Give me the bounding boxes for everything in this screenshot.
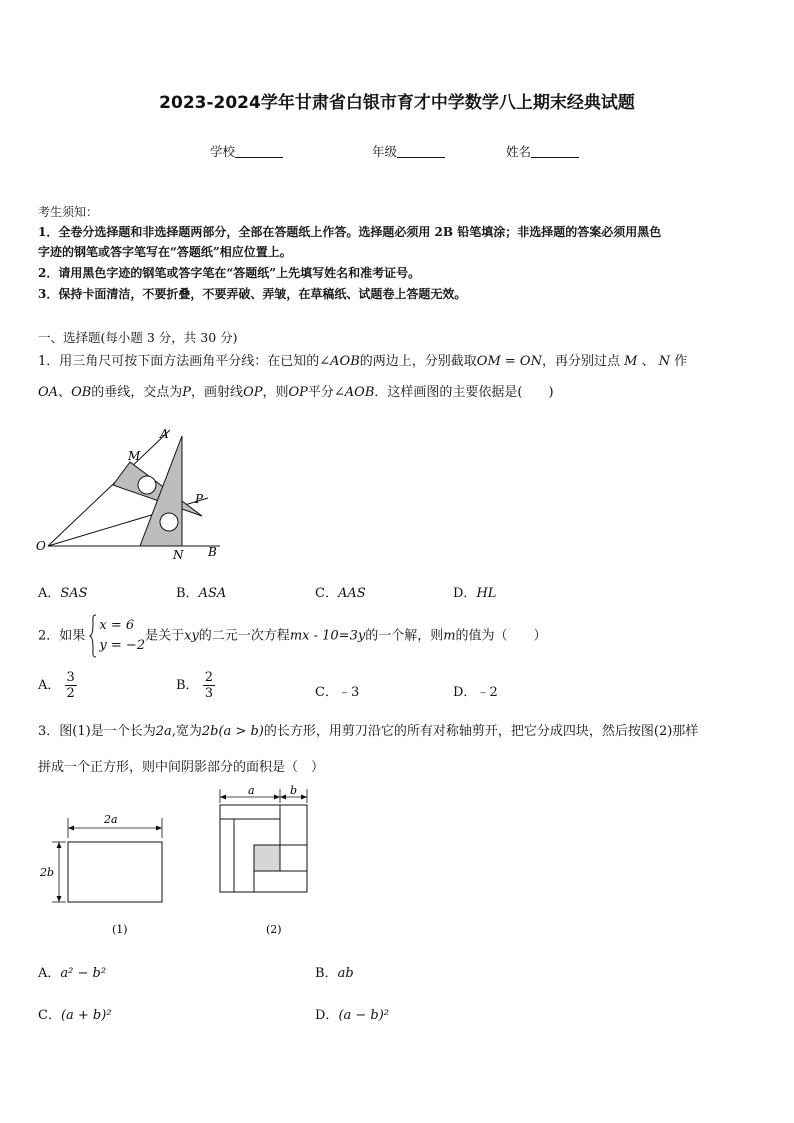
q3-option-b[interactable] [315, 962, 354, 981]
fraction-denominator: 3 [204, 686, 213, 701]
q1-text: 平分 [307, 385, 334, 400]
q1-text: ．这样画图的主要依据是( ) [374, 385, 554, 400]
arrow-icon [156, 826, 162, 831]
label-m: M [128, 449, 141, 463]
q2-text: 的二元一次方程 [198, 628, 290, 644]
q2-option-a[interactable] [38, 670, 77, 701]
caption-1: (1) [112, 923, 128, 936]
q1-point-m: M [624, 354, 638, 369]
label-2a: 2a [104, 813, 118, 826]
fraction [65, 670, 77, 701]
caption-2: (2) [266, 923, 282, 936]
option-value: ASA [198, 586, 227, 601]
notice-heading: 考生须知： [38, 205, 99, 219]
q3-condition: (a > b) [218, 724, 264, 739]
label-b: B [208, 545, 217, 559]
option-value: (a − b)² [338, 1008, 390, 1023]
q1-ray-op: OP [243, 385, 263, 400]
q1-text: ，画射线 [191, 385, 244, 400]
fraction-denominator: 2 [66, 686, 75, 701]
option-value: HL [476, 586, 497, 601]
label-n: N [173, 548, 184, 562]
arrow-icon [280, 795, 286, 800]
q1-text: 作 [674, 354, 688, 369]
label-a: A [160, 427, 169, 441]
q1-line2 [38, 378, 762, 408]
q1-text: ，则 [262, 385, 289, 400]
q1-point-p: P [182, 385, 192, 400]
ruler-hole-lower [160, 513, 178, 531]
q2-text: 的一个解，则 [365, 628, 444, 644]
q1-option-a[interactable] [38, 582, 88, 601]
arrow-icon [220, 795, 226, 800]
notice-item-3: 3．保持卡面清洁，不要折叠，不要弄破、弄皱，在草稿纸、试题卷上答题无效。 [38, 287, 467, 301]
q2-eq-x: x = 6 [99, 618, 135, 633]
q3-text: 3．图 [38, 724, 73, 739]
school-field[interactable] [210, 142, 283, 160]
q2-system [97, 616, 145, 656]
name-field[interactable] [506, 142, 579, 160]
ruler-hole-upper [138, 476, 156, 494]
fraction-numerator: 2 [204, 670, 213, 685]
q1-angle: ∠AOB [319, 354, 360, 369]
q1-equation: OM = ON [476, 354, 542, 369]
section-heading: 一、选择题(每小题 3 分，共 30 分) [38, 330, 238, 345]
q3-text: ,宽为 [171, 724, 202, 739]
fraction [203, 670, 215, 701]
q3-figure-2 [210, 785, 320, 940]
q3-text: 的长方形，用剪刀沿它的所有对称轴剪开，把它分成四块，然后按图 [263, 724, 654, 739]
option-key: B． [176, 678, 199, 693]
q3-fig-ref: (2) [653, 724, 673, 739]
option-value: AAS [337, 586, 366, 601]
option-key: D． [453, 685, 477, 700]
grade-label: 年级 [372, 144, 398, 159]
page-title: 2023-2024学年甘肃省白银市育才中学数学八上期末经典试题 [159, 93, 635, 113]
q2-text: 2．如果 [38, 628, 86, 644]
option-value: ﹣3 [337, 685, 360, 700]
q2-text: 的值为（ ） [455, 628, 547, 644]
option-key: D． [453, 586, 477, 601]
option-key: A． [38, 586, 61, 601]
q3-figure-1 [30, 810, 180, 940]
arrow-icon [57, 842, 62, 848]
option-key: D． [315, 1008, 339, 1023]
grade-field[interactable] [372, 142, 445, 160]
system-brace-icon [89, 614, 97, 658]
label-b: b [290, 785, 298, 797]
q3-line2: 拼成一个正方形，则中间阴影部分的面积是（ ） [38, 760, 325, 775]
label-a: a [248, 785, 255, 797]
option-key: C． [38, 1008, 61, 1023]
school-blank[interactable] [235, 145, 283, 158]
q1-figure [30, 420, 230, 565]
q3-line1 [38, 717, 762, 747]
grade-blank[interactable] [397, 145, 445, 158]
option-key: C． [315, 685, 338, 700]
q1-option-d[interactable] [453, 582, 496, 601]
name-label: 姓名 [506, 144, 532, 159]
q3-text: 那样 [672, 724, 699, 739]
q1-text: ，再分别过点 [541, 354, 620, 369]
option-value: ﹣2 [476, 685, 498, 700]
option-value: a² − b² [60, 966, 107, 981]
q1-option-c[interactable] [315, 582, 366, 601]
notice-item-1a: 1．全卷分选择题和非选择题两部分，全部在答题纸上作答。选择题必须用 2B 铅笔填涂；非选择题的答案必须用黑色 [38, 225, 662, 239]
option-key: A． [38, 678, 61, 693]
q3-option-a[interactable] [38, 962, 106, 981]
label-p: P [195, 492, 204, 506]
q1-text: 的两边上，分别截取 [359, 354, 477, 369]
q1-point-n: N [658, 354, 671, 369]
q2-var-m: m [443, 628, 456, 644]
q2-option-c[interactable] [315, 681, 359, 700]
notice-item-2: 2．请用黑色字迹的钢笔或答字笔在“答题纸”上先填写姓名和准考证号。 [38, 266, 421, 280]
q1-ray-op: OP [288, 385, 308, 400]
arrow-icon [57, 896, 62, 902]
q2-equation: mx - 10=3y [289, 628, 366, 644]
notice-item-1b: 字迹的钢笔或答字笔写在“答题纸”相应位置上。 [38, 245, 292, 259]
q1-ray-oa: OA [38, 385, 59, 400]
q1-text: 、 [58, 385, 72, 400]
q2-text: 是关于 [145, 628, 185, 644]
q1-option-b[interactable] [176, 582, 226, 601]
fraction-numerator: 3 [66, 670, 75, 685]
option-key: B． [176, 586, 199, 601]
q3-length: 2a [155, 724, 172, 739]
q3-text: 是一个长为 [90, 724, 156, 739]
name-blank[interactable] [531, 145, 579, 158]
q1-line1 [38, 347, 762, 377]
q2-line [38, 614, 762, 658]
q2-option-b[interactable] [176, 670, 215, 701]
school-label: 学校 [210, 144, 236, 159]
option-value: (a + b)² [60, 1008, 112, 1023]
q1-text: 1．用三角尺可按下面方法画角平分线：在已知的 [38, 354, 320, 369]
option-key: C． [315, 586, 338, 601]
rectangle [68, 842, 162, 902]
q3-option-c[interactable] [38, 1004, 112, 1023]
option-key: B． [315, 966, 338, 981]
label-o: O [36, 539, 46, 553]
q2-eq-y: y = −2 [99, 638, 146, 653]
option-key: A． [38, 966, 61, 981]
q1-text: 的垂线，交点为 [91, 385, 183, 400]
option-value: SAS [60, 586, 88, 601]
q1-text: 、 [641, 354, 655, 369]
arrow-icon [301, 795, 307, 800]
q1-ray-ob: OB [71, 385, 92, 400]
q2-option-d[interactable] [453, 681, 498, 700]
q3-option-d[interactable] [315, 1004, 389, 1023]
shaded-square [254, 845, 280, 871]
q3-width: 2b [201, 724, 219, 739]
label-2b: 2b [40, 866, 55, 879]
arrow-icon [274, 795, 280, 800]
arrow-icon [68, 826, 74, 831]
q1-angle: ∠AOB [333, 385, 375, 400]
q2-vars: xy [184, 628, 199, 644]
q3-fig-ref: (1) [72, 724, 91, 739]
option-value: ab [337, 966, 354, 981]
